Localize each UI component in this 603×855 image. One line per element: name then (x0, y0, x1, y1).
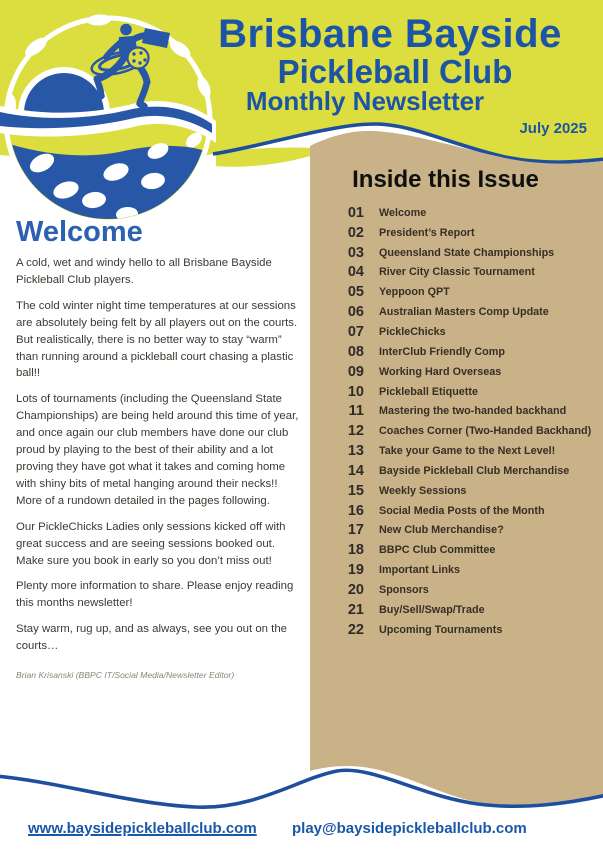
welcome-paragraph: Stay warm, rug up, and as always, see you out on the courts… (16, 623, 287, 653)
toc-item (310, 620, 603, 640)
toc-item (310, 501, 603, 521)
toc-item (310, 540, 603, 560)
toc-item (310, 560, 603, 580)
toc-item-number: 17 (347, 522, 364, 539)
toc-item-number: 16 (347, 502, 364, 519)
toc-list (310, 203, 603, 640)
toc-heading: Inside this Issue (352, 166, 539, 193)
toc-item-label: Social Media Posts of the Month (379, 504, 545, 517)
toc-item-number: 18 (347, 542, 364, 559)
toc-item-label: Bayside Pickleball Club Merchandise (379, 464, 570, 477)
toc-item-number: 14 (347, 462, 364, 479)
welcome-paragraph: Lots of tournaments (including the Queensland State Championships) are being held around this time of year, and once again our club members have done our club proud by playing to the best of their ability and a lot proving they have got what it takes and coming home with shiny bits of metal hanging around their necks!! More of a rundown detailed in the pages following. (16, 393, 299, 507)
toc-item (310, 521, 603, 541)
toc-item-label: BBPC Club Committee (379, 544, 496, 557)
toc-item (310, 342, 603, 362)
toc-item-label: InterClub Friendly Comp (379, 345, 505, 358)
toc-item (310, 362, 603, 382)
newsletter-title-line3: Monthly Newsletter (245, 86, 485, 116)
welcome-paragraph: A cold, wet and windy hello to all Brisbane Bayside Pickleball Club players. (16, 257, 272, 286)
welcome-paragraph: Our PickleChicks Ladies only sessions kicked off with great success and are seeing sessions booked out. Make sure you book in early so you don’t miss out! (16, 520, 286, 567)
toc-item (310, 481, 603, 501)
toc-item-label: Take your Game to the Next Level! (379, 445, 556, 458)
toc-item-number: 13 (347, 443, 364, 460)
toc-item-label: Mastering the two-handed backhand (379, 405, 567, 418)
toc-item-label: PickleChicks (379, 325, 446, 338)
toc-item (310, 263, 603, 283)
welcome-paragraph: Plenty more information to share. Please enjoy reading this months newsletter! (16, 580, 294, 610)
toc-item (310, 421, 603, 441)
toc-item-number: 19 (347, 562, 364, 579)
club-logo (0, 14, 216, 235)
toc-item (310, 401, 603, 421)
welcome-heading: Welcome (16, 216, 143, 248)
toc-item-label: Yeppoon QPT (379, 286, 450, 299)
toc-item (310, 243, 603, 263)
toc-item-label: Working Hard Overseas (379, 365, 502, 378)
toc-item-label: Australian Masters Comp Update (379, 306, 549, 319)
toc-item-label: New Club Merchandise? (379, 524, 504, 537)
toc-item-label: Queensland State Championships (379, 246, 555, 259)
toc-item-number: 12 (347, 423, 364, 440)
website-link[interactable]: www.baysidepickleballclub.com (28, 820, 257, 837)
toc-item-number: 07 (347, 323, 364, 340)
toc-item-label: Upcoming Tournaments (379, 623, 503, 636)
toc-item-number: 10 (347, 383, 364, 400)
newsletter-title-line2: Pickleball Club (277, 53, 513, 90)
welcome-paragraph: The cold winter night time temperatures at our sessions are absolutely being felt by all players out on the courts. But realistically, there is no better way to stay “warm” than running around a pickleball court chasing a plastic ball!! (16, 299, 298, 380)
toc-item-number: 05 (347, 284, 364, 301)
toc-item-number: 09 (347, 363, 364, 380)
toc-item (310, 461, 603, 481)
toc-item (310, 580, 603, 600)
toc-item (310, 302, 603, 322)
toc-item (310, 600, 603, 620)
toc-item (310, 441, 603, 461)
toc-item-label: President’s Report (379, 226, 475, 239)
toc-item (310, 223, 603, 243)
newsletter-title-line1: Brisbane Bayside (218, 12, 562, 56)
toc-item (310, 382, 603, 402)
toc-item-number: 15 (347, 482, 364, 499)
editor-byline: Brian Krisanski (BBPC IT/Social Media/Newsletter Editor) (16, 670, 235, 681)
toc-item-number: 21 (347, 601, 364, 618)
toc-item-number: 03 (347, 244, 364, 261)
toc-item (310, 203, 603, 223)
toc-item-number: 11 (348, 403, 364, 420)
toc-item-label: Weekly Sessions (379, 484, 467, 497)
toc-item-number: 22 (347, 621, 364, 638)
toc-item-number: 20 (347, 581, 364, 598)
toc-item-number: 06 (347, 304, 364, 321)
toc-item-label: Buy/Sell/Swap/Trade (379, 603, 485, 616)
issue-date: July 2025 (519, 120, 587, 137)
toc-item-label: River City Classic Tournament (379, 266, 535, 279)
toc-item (310, 282, 603, 302)
toc-item-label: Coaches Corner (Two-Handed Backhand) (379, 425, 592, 438)
welcome-body (16, 255, 302, 684)
toc-item-label: Important Links (379, 564, 460, 577)
toc-item (310, 322, 603, 342)
toc-item-label: Welcome (379, 206, 427, 219)
toc-item-number: 01 (347, 204, 364, 221)
toc-item-label: Sponsors (379, 583, 429, 596)
toc-item-number: 02 (347, 224, 364, 241)
toc-item-number: 08 (347, 343, 364, 360)
email-link[interactable]: play@baysidepickleballclub.com (292, 820, 527, 837)
toc-item-label: Pickleball Etiquette (379, 385, 479, 398)
toc-item-number: 04 (347, 264, 364, 281)
